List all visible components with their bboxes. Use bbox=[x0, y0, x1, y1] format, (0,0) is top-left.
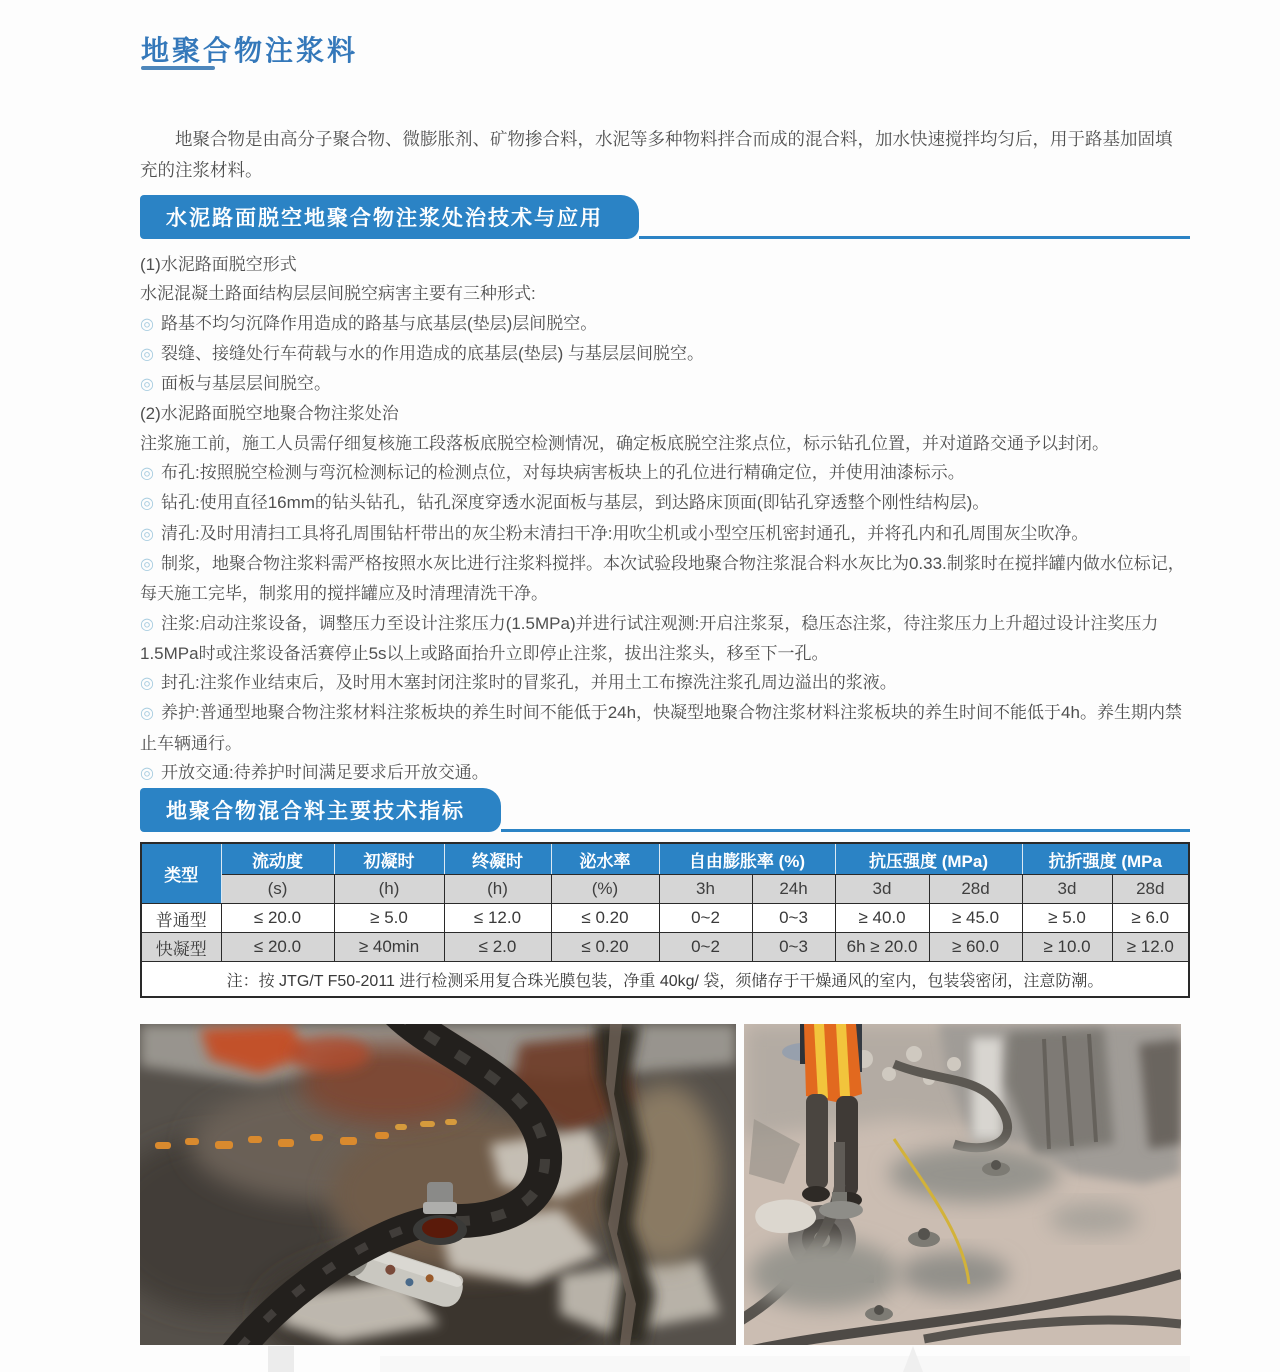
table-cell: ≥ 5.0 bbox=[1022, 904, 1112, 933]
bullet-circle-icon: ◎ bbox=[140, 376, 154, 394]
page-title: 地聚合物注浆料 bbox=[141, 34, 359, 66]
section-banner-title: 水泥路面脱空地聚合物注浆处治技术与应用 bbox=[140, 195, 639, 239]
paragraph-text: 清孔:及时用清扫工具将孔周围钻杆带出的灰尘粉末清扫干净:用吹尘机或小型空压机密封通孔，并将孔内和孔周围灰尘吹净。 bbox=[160, 523, 1089, 543]
spec-table bbox=[140, 842, 1190, 998]
title-underline-dash bbox=[141, 66, 215, 70]
unit-header: 3d bbox=[1022, 875, 1112, 904]
unit-header: 3d bbox=[835, 875, 929, 904]
photo-strip bbox=[140, 1024, 1188, 1345]
paragraph-text: 开放交通:待养护时间满足要求后开放交通。 bbox=[160, 763, 489, 783]
banner-extension-line bbox=[501, 829, 1190, 832]
bullet-circle-icon: ◎ bbox=[140, 675, 154, 693]
col-header: 流动度 bbox=[221, 843, 334, 875]
next-page-artifact bbox=[268, 1346, 294, 1372]
content-line bbox=[140, 609, 1192, 669]
row-label: 快凝型 bbox=[141, 933, 221, 962]
content-line bbox=[140, 458, 1192, 488]
table-note: 注：按 JTG/T F50-2011 进行检测采用复合珠光膜包装，净重 40kg/ 袋，须储存于干燥通风的室内，包装袋密闭，注意防潮。 bbox=[141, 962, 1189, 998]
col-header: 泌水率 bbox=[551, 843, 659, 875]
content-line bbox=[140, 369, 1192, 399]
col-header: 初凝时 bbox=[334, 843, 444, 875]
table-cell: ≥ 60.0 bbox=[929, 933, 1022, 962]
paragraph-text: 裂缝、接缝处行车荷载与水的作用造成的底基层(垫层) 与基层层间脱空。 bbox=[160, 343, 705, 363]
content-line bbox=[140, 279, 1192, 308]
paragraph-text: 制浆，地聚合物注浆料需严格按照水灰比进行注浆料搅拌。本次试验段地聚合物注浆混合料水灰比为0.33.制浆时在搅拌罐内做水位标记，每天施工完毕，制浆用的搅拌罐应及时清理清洗干净。 bbox=[140, 553, 1185, 604]
unit-header: 3h bbox=[659, 875, 752, 904]
unit-header: 28d bbox=[929, 875, 1022, 904]
paragraph-text: 水泥混凝土路面结构层层间脱空病害主要有三种形式: bbox=[140, 284, 536, 304]
bullet-circle-icon: ◎ bbox=[140, 615, 154, 633]
section-technology-content bbox=[140, 250, 1192, 788]
paragraph-text: 养护:普通型地聚合物注浆材料注浆板块的养生时间不能低于24h，快凝型地聚合物注浆材料注浆板块的养生时间不能低于4h。养生期内禁止车辆通行。 bbox=[140, 703, 1182, 753]
table-cell: ≤ 20.0 bbox=[221, 904, 334, 933]
col-header: 终凝时 bbox=[444, 843, 551, 875]
col-header: 抗压强度 (MPa) bbox=[835, 843, 1022, 875]
paragraph-text: 钻孔:使用直径16mm的钻头钻孔，钻孔深度穿透水泥面板与基层，到达路床顶面(即钻孔穿透整个刚性结构层)。 bbox=[160, 493, 990, 513]
row-label: 普通型 bbox=[141, 904, 221, 933]
content-line bbox=[140, 339, 1192, 369]
paragraph-text: 封孔:注浆作业结束后，及时用木塞封闭注浆时的冒浆孔，并用土工布擦洗注浆孔周边溢出的浆液。 bbox=[160, 673, 897, 693]
table-cell: ≥ 5.0 bbox=[334, 904, 444, 933]
bullet-circle-icon: ◎ bbox=[140, 525, 154, 543]
content-line bbox=[140, 399, 1192, 428]
content-line bbox=[140, 549, 1192, 609]
next-page-artifact bbox=[903, 1346, 923, 1372]
table-note-row bbox=[141, 962, 1189, 998]
table-cell: 0~2 bbox=[659, 904, 752, 933]
table-cell: ≥ 6.0 bbox=[1112, 904, 1189, 933]
bullet-circle-icon: ◎ bbox=[140, 705, 154, 723]
unit-header: (s) bbox=[221, 875, 334, 904]
intro-paragraph: 地聚合物是由高分子聚合物、微膨胀剂、矿物掺合料，水泥等多种物料拌合而成的混合料，加水快速搅拌均匀后，用于路基加固填充的注浆材料。 bbox=[140, 128, 1173, 180]
bullet-circle-icon: ◎ bbox=[140, 555, 154, 573]
table-cell: 0~3 bbox=[752, 933, 835, 962]
table-cell: ≥ 40.0 bbox=[835, 904, 929, 933]
col-header-type: 类型 bbox=[141, 843, 221, 904]
table-cell: ≥ 12.0 bbox=[1112, 933, 1189, 962]
content-line bbox=[140, 668, 1192, 698]
bullet-circle-icon: ◎ bbox=[140, 465, 154, 483]
paragraph-text: 路基不均匀沉降作用造成的路基与底基层(垫层)层间脱空。 bbox=[160, 313, 598, 333]
table-header-row-units bbox=[141, 875, 1189, 904]
unit-header: (h) bbox=[444, 875, 551, 904]
photo-grouting-site-worker bbox=[744, 1024, 1181, 1345]
bullet-circle-icon: ◎ bbox=[140, 345, 154, 363]
col-header: 抗折强度 (MPa bbox=[1022, 843, 1189, 875]
col-header: 自由膨胀率 (%) bbox=[659, 843, 835, 875]
table-cell: ≥ 45.0 bbox=[929, 904, 1022, 933]
content-line bbox=[140, 698, 1192, 758]
table-cell: ≤ 20.0 bbox=[221, 933, 334, 962]
paragraph-text: 面板与基层层间脱空。 bbox=[160, 374, 331, 394]
table-cell: 0~2 bbox=[659, 933, 752, 962]
table-cell: ≤ 0.20 bbox=[551, 904, 659, 933]
paragraph-text: (2)水泥路面脱空地聚合物注浆处治 bbox=[140, 404, 399, 424]
bullet-circle-icon: ◎ bbox=[140, 765, 154, 783]
table-row-ordinary bbox=[141, 904, 1189, 933]
unit-header: 24h bbox=[752, 875, 835, 904]
content-line bbox=[140, 758, 1192, 788]
table-cell: 6h ≥ 20.0 bbox=[835, 933, 929, 962]
table-row-rapid bbox=[141, 933, 1189, 962]
content-line bbox=[140, 429, 1192, 458]
section-banner-technology bbox=[140, 195, 1190, 239]
content-line bbox=[140, 250, 1192, 279]
table-header-row-groups bbox=[141, 843, 1189, 875]
table-cell: ≤ 12.0 bbox=[444, 904, 551, 933]
unit-header: 28d bbox=[1112, 875, 1189, 904]
section-banner-title: 地聚合物混合料主要技术指标 bbox=[140, 788, 501, 832]
paragraph-text: 注浆施工前，施工人员需仔细复核施工段落板底脱空检测情况，确定板底脱空注浆点位，标示钻孔位置，并对道路交通予以封闭。 bbox=[140, 433, 1109, 453]
paragraph-text: (1)水泥路面脱空形式 bbox=[140, 255, 297, 274]
bullet-circle-icon: ◎ bbox=[140, 315, 154, 333]
next-page-artifact bbox=[380, 1356, 1190, 1372]
table-cell: ≤ 2.0 bbox=[444, 933, 551, 962]
banner-extension-line bbox=[639, 236, 1190, 239]
table-cell: ≤ 0.20 bbox=[551, 933, 659, 962]
unit-header: (%) bbox=[551, 875, 659, 904]
unit-header: (h) bbox=[334, 875, 444, 904]
bullet-circle-icon: ◎ bbox=[140, 495, 154, 513]
table-cell: ≥ 40min bbox=[334, 933, 444, 962]
section-banner-specs bbox=[140, 788, 1190, 832]
content-line bbox=[140, 309, 1192, 339]
photo-grouting-port-hose bbox=[140, 1024, 736, 1345]
table-cell: 0~3 bbox=[752, 904, 835, 933]
table-cell: ≥ 10.0 bbox=[1022, 933, 1112, 962]
paragraph-text: 注浆:启动注浆设备，调整压力至设计注浆压力(1.5MPa)并进行试注观测:开启注浆泵，稳压态注浆，待注浆压力上升超过设计注奖压力1.5MPa时或注浆设备活赛停止5s以上或路面抬升立即停止注浆，拔出注浆头，移至下一孔。 bbox=[140, 613, 1159, 663]
paragraph-text: 布孔:按照脱空检测与弯沉检测标记的检测点位，对每块病害板块上的孔位进行精确定位，并使用油漆标示。 bbox=[160, 463, 965, 483]
content-line bbox=[140, 519, 1192, 549]
content-line bbox=[140, 488, 1192, 518]
